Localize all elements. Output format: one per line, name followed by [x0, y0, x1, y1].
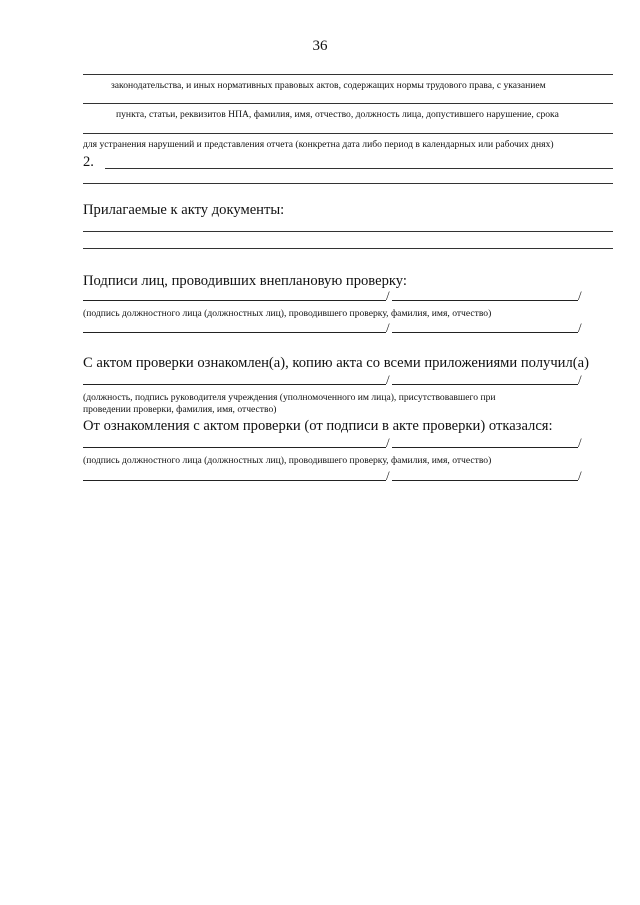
slash: / [578, 288, 582, 303]
rule [83, 74, 613, 75]
note-line-1: законодательства, и иных нормативных правовых актов, содержащих нормы трудового права, с указанием [111, 80, 546, 91]
name-line [392, 480, 578, 481]
slash: / [578, 372, 582, 387]
fill-line [105, 168, 613, 169]
name-line [392, 384, 578, 385]
rule [83, 103, 613, 104]
name-line [392, 332, 578, 333]
slash: / [578, 468, 582, 483]
item-number: 2. [83, 154, 94, 170]
rule [83, 248, 613, 249]
signature-line [83, 332, 386, 333]
slash: / [386, 372, 390, 387]
acknowledged-caption-1: (должность, подпись руководителя учреждения (уполномоченного им лица), присутствовавшего при [83, 392, 496, 403]
acknowledged-heading: С актом проверки ознакомлен(а), копию акта со всеми приложениями получил(а) [83, 355, 589, 371]
inspectors-heading: Подписи лиц, проводивших внеплановую проверку: [83, 273, 407, 289]
name-line [392, 300, 578, 301]
attachments-heading: Прилагаемые к акту документы: [83, 202, 285, 218]
slash: / [386, 468, 390, 483]
page-number: 36 [312, 38, 328, 54]
rule [83, 183, 613, 184]
note-line-2: пункта, статьи, реквизитов НПА, фамилия, имя, отчество, должность лица, допустившего нарушение, срока [116, 109, 559, 120]
refused-caption: (подпись должностного лица (должностных лиц), проводившего проверку, фамилия, имя, отчество) [83, 455, 492, 466]
rule [83, 133, 613, 134]
slash: / [578, 435, 582, 450]
signature-line [83, 300, 386, 301]
slash: / [386, 288, 390, 303]
rule [83, 231, 613, 232]
name-line [392, 447, 578, 448]
slash: / [386, 320, 390, 335]
slash: / [578, 320, 582, 335]
note-line-3: для устранения нарушений и представления отчета (конкретна дата либо период в календарных или рабочих днях) [83, 139, 554, 150]
signature-line [83, 447, 386, 448]
signature-line [83, 480, 386, 481]
signature-line [83, 384, 386, 385]
slash: / [386, 435, 390, 450]
inspectors-caption: (подпись должностного лица (должностных лиц), проводившего проверку, фамилия, имя, отчество) [83, 308, 492, 319]
refused-heading: От ознакомления с актом проверки (от подписи в акте проверки) отказался: [83, 418, 553, 434]
acknowledged-caption-2: проведении проверки, фамилия, имя, отчество) [83, 404, 277, 415]
